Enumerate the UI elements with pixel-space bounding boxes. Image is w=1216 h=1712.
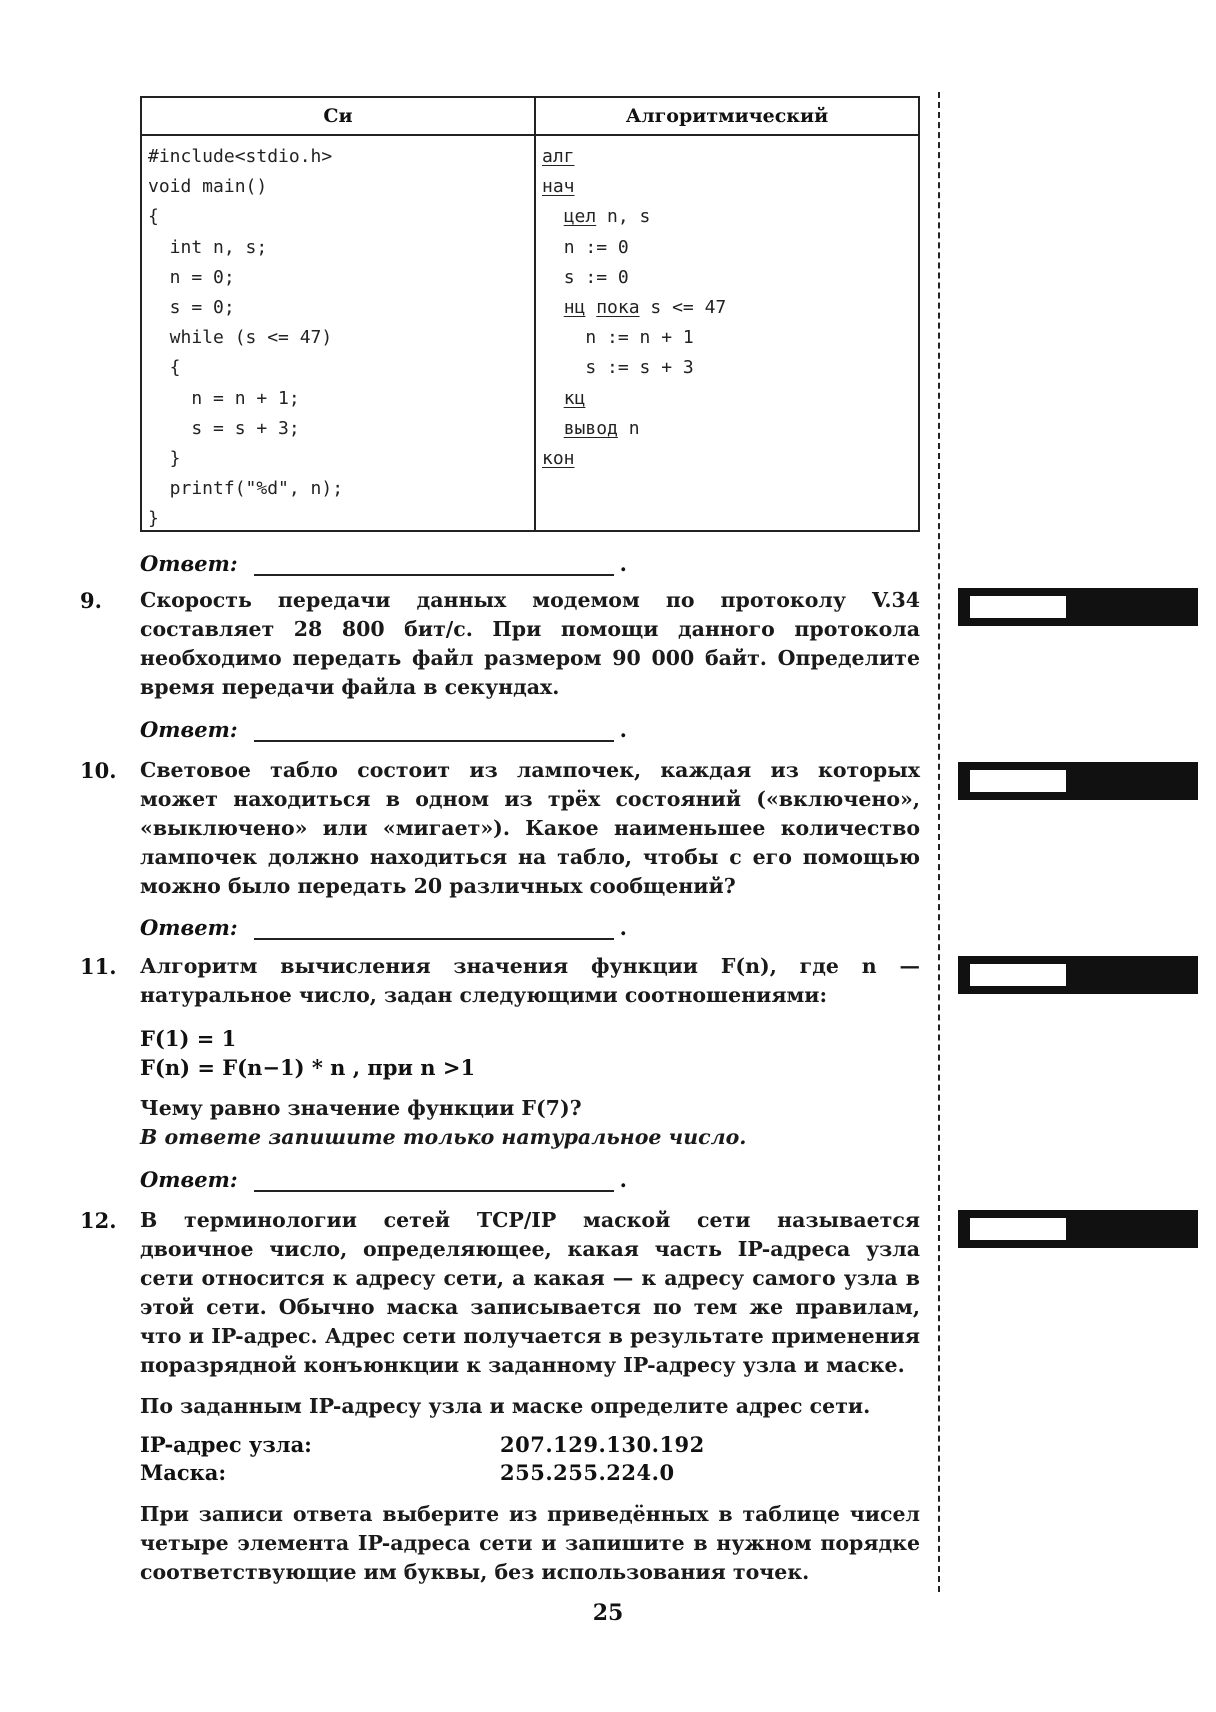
answer-dot: . (619, 915, 627, 940)
alg-code-line (542, 384, 726, 414)
mask-value: 255.255.224.0 (500, 1460, 675, 1485)
task-12-number: 12. (80, 1208, 117, 1233)
alg-keyword: кон (542, 447, 575, 469)
alg-code-text: n := n + 1 (585, 327, 694, 349)
alg-keyword: нач (542, 176, 575, 198)
alg-code-text: n (617, 417, 640, 439)
alg-code-line (542, 353, 726, 383)
alg-code-line (542, 323, 726, 353)
formula-2: F(n) = F(n−1) * n , при n >1 (140, 1055, 476, 1080)
answer-8 (140, 546, 627, 576)
answer-label: Ответ: (140, 717, 238, 742)
alg-keyword: кц (563, 387, 586, 409)
c-code-line: int n, s; (148, 236, 268, 258)
alg-code-text: n, s (596, 206, 651, 228)
alg-code-text: s := 0 (563, 266, 629, 288)
alg-code-line (542, 414, 726, 444)
c-code-line: { (148, 206, 159, 228)
task-11-text: Алгоритм вычисления значения функции F(n), где n — натуральное число, задан следующими соотношениями: (140, 954, 920, 1007)
answer-box-field[interactable] (970, 770, 1066, 792)
alg-code-line (542, 444, 726, 474)
code-table-header (142, 98, 918, 136)
answer-box-12 (958, 1210, 1198, 1248)
answer-box-9 (958, 588, 1198, 626)
answer-9 (140, 712, 627, 742)
answer-line[interactable] (254, 718, 614, 742)
alg-code-text: s := s + 3 (585, 357, 694, 379)
answer-box-10 (958, 762, 1198, 800)
task-11-number: 11. (80, 954, 117, 979)
alg-code-line (542, 142, 726, 172)
alg-code-line (542, 233, 726, 263)
c-code-line: n = n + 1; (148, 387, 300, 409)
ip-address-row (140, 1432, 740, 1460)
answer-label: Ответ: (140, 551, 238, 576)
code-table (140, 96, 920, 532)
formula-1: F(1) = 1 (140, 1026, 237, 1051)
alg-code-text: s <= 47 (639, 296, 727, 318)
task-11-question: Чему равно значение функции F(7)? (140, 1096, 582, 1120)
alg-code-line (542, 202, 726, 232)
task-12-text: В терминологии сетей TCP/IP маской сети называется двоичное число, определяющее, какая часть IP-адреса узла сети относится к адресу сети, а какая — к адресу самого узла в этой сети. Обычно маска записывается по тем же правилам, что и IP-адрес. Адрес сети получается в результате применения поразрядной конъюнкции к заданному IP-адресу узла и маске. (140, 1208, 920, 1377)
c-code-line: s = 0; (148, 296, 235, 318)
alg-code-line (542, 172, 726, 202)
answer-label: Ответ: (140, 915, 238, 940)
alg-keyword: алг (542, 146, 575, 167)
c-code-line: void main() (148, 176, 268, 198)
mask-row (140, 1460, 740, 1488)
column-divider (534, 98, 536, 530)
answer-label: Ответ: (140, 1167, 238, 1192)
header-c: Си (323, 105, 353, 127)
mask-label: Маска: (140, 1460, 227, 1485)
alg-keyword: пока (596, 296, 640, 318)
alg-keyword: нц (563, 296, 586, 318)
page-number: 25 (592, 1600, 624, 1626)
answer-box-field[interactable] (970, 1218, 1066, 1240)
alg-code-line (542, 263, 726, 293)
c-code-line: printf("%d", n); (148, 478, 344, 500)
answer-box-field[interactable] (970, 964, 1066, 986)
answer-dot: . (619, 717, 627, 742)
header-algorithmic: Алгоритмический (625, 105, 829, 127)
answer-11 (140, 1162, 627, 1192)
c-code-line: { (148, 357, 181, 379)
ip-label: IP-адрес узла: (140, 1432, 312, 1457)
task-9-text: Скорость передачи данных модемом по протоколу V.34 составляет 28 800 бит/с. При помощи данного протокола необходимо передать файл размером 90 000 байт. Определите время передачи файла в секундах. (140, 588, 920, 699)
c-code-line: while (s <= 47) (148, 327, 333, 349)
c-code-line: s = s + 3; (148, 417, 300, 439)
answer-dot: . (619, 1167, 627, 1192)
algorithmic-code-column (542, 142, 726, 474)
task-11-hint: В ответе запишите только натуральное число. (140, 1125, 747, 1149)
c-code-line: n = 0; (148, 266, 235, 288)
margin-cut-line (938, 92, 940, 1592)
task-12-final: При записи ответа выберите из приведённых в таблице чисел четыре элемента IP-адреса сети и запишите в нужном порядке соответствующие им буквы, без использования точек. (140, 1502, 920, 1584)
c-code-line: } (148, 508, 159, 530)
answer-10 (140, 910, 627, 940)
c-code-line: } (148, 447, 181, 469)
c-code-column (148, 142, 343, 534)
answer-line[interactable] (254, 552, 614, 576)
alg-keyword: цел (563, 206, 597, 228)
task-10-text: Световое табло состоит из лампочек, каждая из которых может находиться в одном из трёх состояний («включено», «выключено» или «мигает»). Какое наименьшее количество лампочек должно находиться на табло, чтобы с его помощью можно было передать 20 различных сообщений? (140, 758, 920, 898)
alg-code-text: n := 0 (563, 236, 629, 258)
alg-keyword: вывод (563, 417, 618, 439)
task-9-number: 9. (80, 588, 102, 613)
answer-box-11 (958, 956, 1198, 994)
answer-dot: . (619, 551, 627, 576)
ip-value: 207.129.130.192 (500, 1432, 705, 1457)
answer-line[interactable] (254, 1168, 614, 1192)
alg-code-line (542, 293, 726, 323)
c-code-line: #include<stdio.h> (148, 146, 333, 167)
task-10-number: 10. (80, 758, 117, 783)
answer-line[interactable] (254, 916, 614, 940)
task-12-instruction: По заданным IP-адресу узла и маске определите адрес сети. (140, 1394, 871, 1418)
answer-box-field[interactable] (970, 596, 1066, 618)
